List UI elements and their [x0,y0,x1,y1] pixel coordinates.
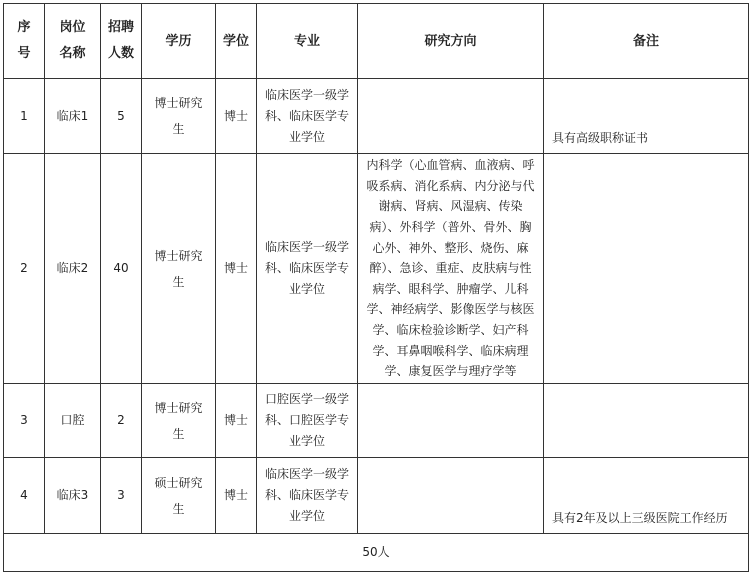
cell-research-direction: 内科学（心血管病、血液病、呼 吸系病、消化系病、内分泌与代 谢病、肾病、风湿病、传染 病）、外科学（普外、骨外、胸 心外、神外、整形、烧伤、麻 醉）、急诊、重症、皮肤病与性 病学、眼科学、肿瘤学、儿科 学、神经病学、影像医学与核医 学、临床检验诊断学、妇产科 学、耳鼻咽喉科学、临床病理 学、康复医学与理疗学等 [358,154,544,384]
header-row [4,4,749,79]
cell-post-name: 口腔 [45,384,101,458]
cell-degree: 博士 [216,79,257,154]
table-row [4,79,749,154]
cell-post-name: 临床1 [45,79,101,154]
cell-research-direction [358,458,544,534]
header-post-name: 岗位 名称 [45,4,101,79]
cell-seq: 4 [4,458,45,534]
cell-post-name: 临床2 [45,154,101,384]
header-headcount: 招聘 人数 [101,4,142,79]
cell-headcount: 3 [101,458,142,534]
cell-degree: 博士 [216,384,257,458]
recruitment-table [3,3,749,572]
cell-education: 博士研究 生 [142,154,216,384]
total-headcount: 50人 [4,534,749,572]
header-education: 学历 [142,4,216,79]
cell-major: 口腔医学一级学 科、口腔医学专 业学位 [257,384,358,458]
cell-seq: 1 [4,79,45,154]
cell-seq: 2 [4,154,45,384]
cell-major: 临床医学一级学 科、临床医学专 业学位 [257,154,358,384]
cell-education: 博士研究 生 [142,384,216,458]
cell-research-direction [358,384,544,458]
recruitment-table-container [3,3,749,572]
cell-remark [544,384,749,458]
cell-education: 博士研究 生 [142,79,216,154]
cell-education: 硕士研究 生 [142,458,216,534]
table-row [4,458,749,534]
cell-headcount: 2 [101,384,142,458]
cell-post-name: 临床3 [45,458,101,534]
total-row [4,534,749,572]
cell-headcount: 40 [101,154,142,384]
cell-research-direction [358,79,544,154]
header-seq: 序 号 [4,4,45,79]
cell-degree: 博士 [216,458,257,534]
header-major: 专业 [257,4,358,79]
table-row [4,154,749,384]
cell-headcount: 5 [101,79,142,154]
cell-degree: 博士 [216,154,257,384]
cell-major: 临床医学一级学 科、临床医学专 业学位 [257,458,358,534]
table-row [4,384,749,458]
cell-remark [544,154,749,384]
cell-remark: 具有高级职称证书 [544,79,749,154]
cell-remark: 具有2年及以上三级医院工作经历 [544,458,749,534]
cell-major: 临床医学一级学 科、临床医学专 业学位 [257,79,358,154]
header-degree: 学位 [216,4,257,79]
header-remark: 备注 [544,4,749,79]
cell-seq: 3 [4,384,45,458]
header-research-direction: 研究方向 [358,4,544,79]
